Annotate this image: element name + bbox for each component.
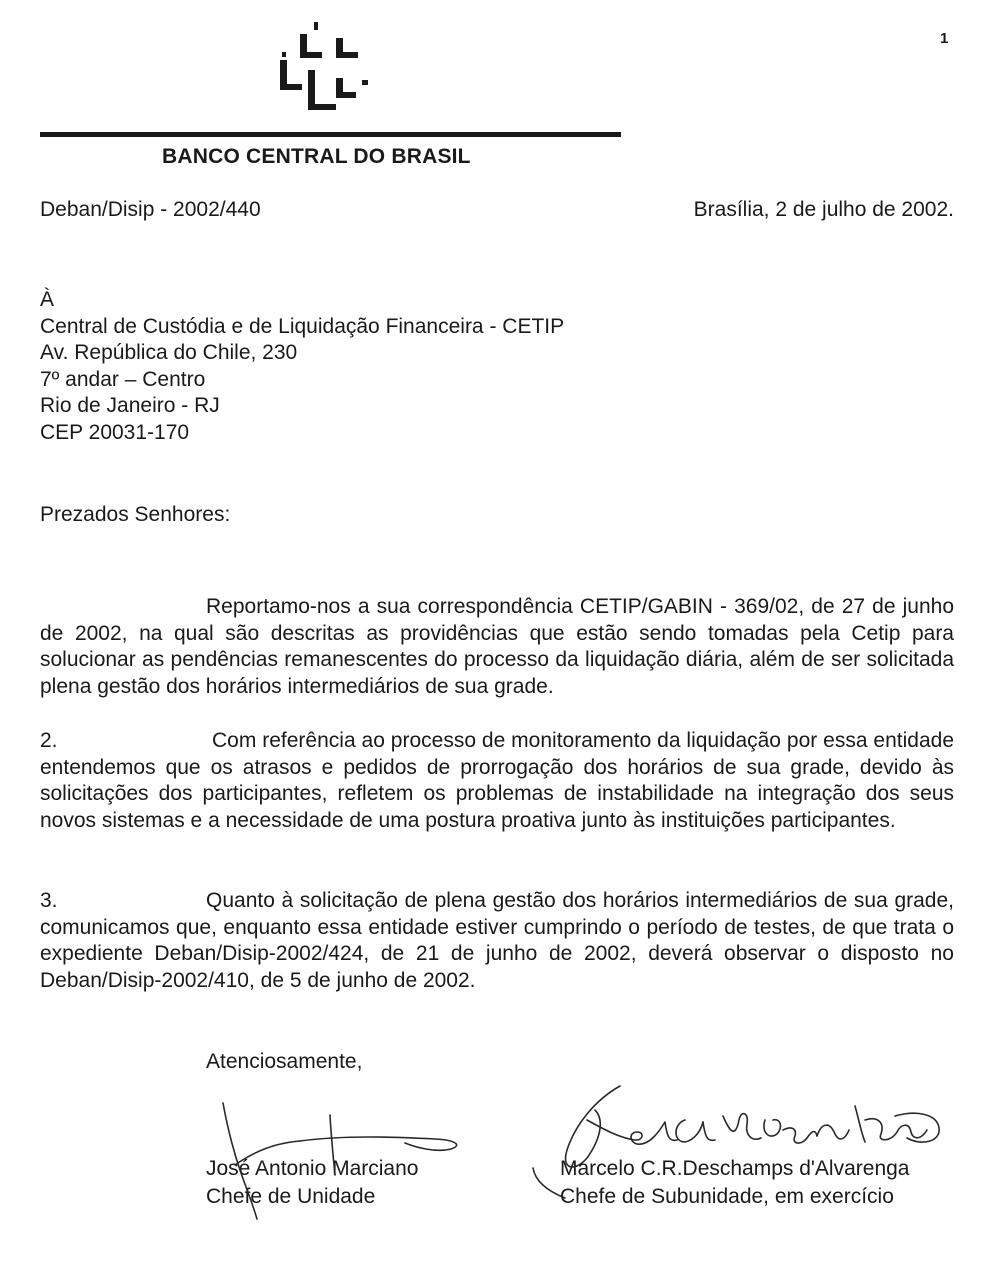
paragraph-3-number: 3.: [40, 889, 58, 912]
body-paragraph-2: [40, 728, 954, 834]
signatory-left-name: José Antonio Marciano: [206, 1157, 419, 1180]
signatory-left-title: Chefe de Unidade: [206, 1185, 376, 1208]
addressee-street: Av. República do Chile, 230: [40, 341, 298, 365]
signatory-left: [206, 1155, 418, 1211]
signatory-right-title: Chefe de Subunidade, em exercício: [560, 1185, 894, 1208]
page-number: 1: [940, 30, 949, 47]
addressee-floor: 7º andar – Centro: [40, 367, 206, 391]
institution-name: BANCO CENTRAL DO BRASIL: [162, 145, 471, 168]
addressee-city: Rio de Janeiro - RJ: [40, 394, 220, 418]
closing: Atenciosamente,: [206, 1050, 363, 1073]
body-paragraph-3: [40, 888, 954, 994]
addressee-block: [40, 287, 564, 447]
paragraph-2-text: Com referência ao processo de monitoramento da liquidação por essa entidade entendemos que os atrasos e pedidos de prorrogação dos horários de sua grade, devido às solicitações dos participantes, refletem os problemas de instabilidade na integração dos seus novos sistemas e a necessidade de uma postura proativa junto às instituições participantes.: [40, 729, 954, 832]
signatory-right: [560, 1155, 909, 1211]
body-paragraph-1: Reportamo-nos a sua correspondência CETIP/GABIN - 369/02, de 27 de junho de 2002, na qual são descritas as providências que estão sendo tomadas pela Cetip para solucionar as pendências remanescentes do processo da liquidação diária, além de ser solicitada plena gestão dos horários intermediários de sua grade.: [40, 595, 954, 698]
addressee-postal-code: CEP 20031-170: [40, 420, 190, 444]
header-rule: [40, 132, 621, 137]
salutation: Prezados Senhores:: [40, 503, 231, 526]
paragraph-3-text: Quanto à solicitação de plena gestão dos horários intermediários de sua grade, comunicamos que, enquanto essa entidade estiver cumprindo o período de testes, de que trata o expediente Deban/Disip-2002/424, de 21 de junho de 2002, deverá observar o disposto no Deban/Disip-2002/410, de 5 de junho de 2002.: [40, 889, 954, 992]
letter-reference: Deban/Disip - 2002/440: [40, 198, 261, 221]
paragraph-2-number: 2.: [40, 729, 58, 752]
letter-place-date: Brasília, 2 de julho de 2002.: [693, 198, 954, 221]
addressee-prefix: À: [40, 288, 55, 311]
central-bank-logo: [270, 22, 380, 126]
addressee-name: Central de Custódia e de Liquidação Financeira - CETIP: [40, 314, 565, 338]
signatory-right-name: Marcelo C.R.Deschamps d'Alvarenga: [560, 1157, 910, 1180]
